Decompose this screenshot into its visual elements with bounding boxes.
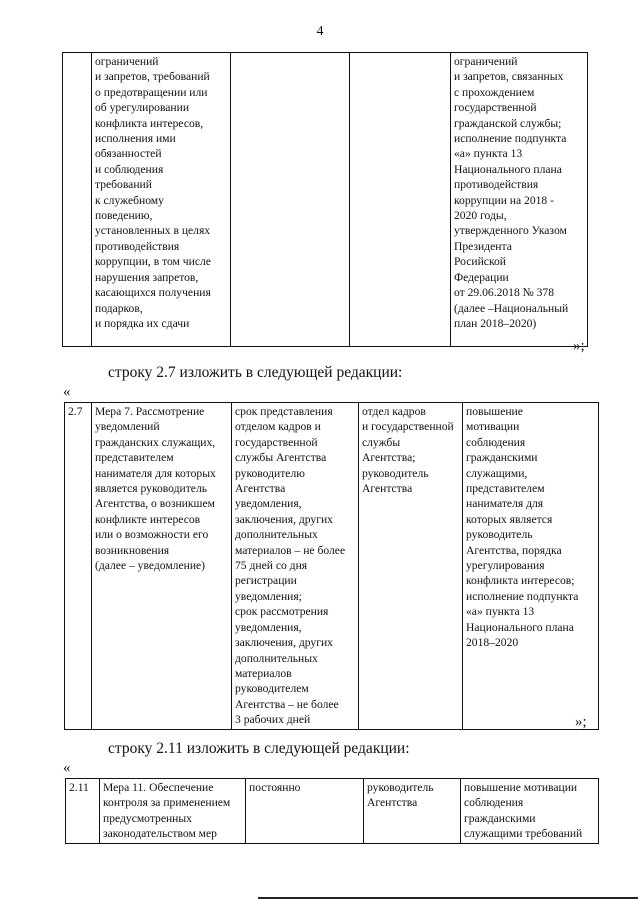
cell-deadline [246,779,364,844]
cell-text-line: гражданской службы; [454,116,562,130]
table-row [63,53,588,347]
opening-quote: « [63,384,71,400]
cell-text-line: является руководитель [95,482,208,496]
cell-text-line: Агентства – не более [235,697,339,711]
cell-text-line: Агентства; [362,451,416,465]
cell-text-line: руководителю [235,466,305,480]
cell-text-line: исполнение подпункта [466,589,579,603]
cell-text-line: государственной [235,435,318,449]
cell-text-line: отдел кадров [362,405,426,418]
cell-text-line: возникновения [95,543,170,557]
cell-text-line: исполнения ими [95,132,176,146]
cell-text-line: службы [362,435,401,449]
cell-text-line: Агентства [367,796,418,810]
scan-edge-line [258,897,638,899]
cell-text-line: служащими, [466,466,528,480]
cell-text-line: конфликта интересов; [466,574,575,588]
cell-text-line: нанимателя для [466,497,544,511]
cell-result [463,403,599,730]
cell-text-line: Национального плана [466,620,574,634]
cell-text-line: ограничений [95,55,159,68]
cell-text-line: коррупции, в том числе [95,255,211,269]
cell-text-line: Федерации [454,270,509,284]
cell-text-line: утвержденного Указом [454,224,567,238]
cell-text-line: конфликте интересов [95,512,201,526]
cell-text-line: уведомления, [235,497,302,511]
cell-text-line: гражданскими [466,451,538,465]
cell-text-line: представителем [466,482,545,496]
cell-text-line: законодательством мер [103,827,217,841]
cell-text-line: 2018–2020 [466,636,519,650]
cell-number: 2.11 [66,779,100,844]
cell-text-line: постоянно [249,781,301,794]
cell-measure [92,403,232,730]
cell-text-line: которых является [466,512,553,526]
cell-text-line: дополнительных [235,651,318,665]
cell-text-line: и запретов, требований [95,70,210,84]
cell-text-line: 3 рабочих дней [235,713,311,727]
cell-text-line: государственной [454,101,537,115]
measure-table-2-7 [64,402,599,730]
opening-quote: « [63,760,71,776]
cell-text-line: установленных в целях [95,224,211,238]
cell-text-line: обязанностей [95,147,162,161]
cell-measure [92,53,231,347]
cell-text-line: повышение [466,405,523,418]
cell-text-line: уведомлений [95,420,160,434]
cell-text-line: срок представления [235,405,333,418]
cell-text-line: дополнительных [235,528,318,542]
cell-text-line: требований [95,178,152,192]
cell-text-line: гражданских служащих, [95,435,216,449]
cell-text-line: Агентства [362,482,413,496]
cell-text-line: заключения, других [235,512,333,526]
cell-text-line: регистрации [235,574,297,588]
cell-text-line: Агентства [235,482,286,496]
closing-quote: »; [575,714,587,730]
cell-text-line: службы Агентства [235,451,327,465]
cell-text-line: (далее –Национальный [454,301,569,315]
cell-text-line: повышение мотивации [464,781,578,794]
cell-text-line: ограничений [454,55,518,68]
cell-text-line: и государственной [362,420,454,434]
cell-text-line: к служебному [95,193,164,207]
cell-responsible [359,403,463,730]
cell-text-line: 75 дней со дня [235,559,308,573]
cell-text-line: урегулирования [466,559,545,573]
cell-text-line: (далее – уведомление) [95,559,206,573]
cell-text-line: мотивации [466,420,520,434]
closing-quote: »; [573,338,585,354]
cell-text-line: Агентства, о возникшем [95,497,215,511]
cell-text-line: нарушения запретов, [95,270,199,284]
cell-text-line: материалов [235,666,292,680]
cell-text-line: срок рассмотрения [235,605,329,619]
cell-text-line: соблюдения [464,796,524,810]
cell-text-line: Росийской [454,255,506,269]
cell-text-line: Мера 7. Рассмотрение [95,405,205,418]
cell-text-line: и соблюдения [95,162,164,176]
cell-text-line: или о возможности его [95,528,209,542]
cell-text-line: уведомления; [235,589,302,603]
cell-text-line: Президента [454,239,512,253]
page-number: 4 [316,24,324,39]
cell-responsible [364,779,461,844]
amendment-directive: строку 2.11 изложить в следующей редакции: [108,740,410,757]
cell-text-line: касающихся получения [95,286,211,300]
cell-text-line: об урегулировании [95,101,190,115]
cell-text-line: заключения, других [235,636,333,650]
cell-measure [100,779,246,844]
cell-number: 2.7 [65,403,92,730]
cell-text-line: подарков, [95,301,143,315]
cell-text-line: руководитель [362,466,429,480]
amendment-directive: строку 2.7 изложить в следующей редакции: [108,364,403,381]
cell-text-line: противодействия [454,178,539,192]
cell-text-line: конфликта интересов, [95,116,204,130]
cell-text-line: «а» пункта 13 [466,605,535,619]
cell-number [63,53,92,347]
cell-text-line: Агентства, порядка [466,543,562,557]
cell-deadline [231,53,350,347]
cell-text-line: уведомления, [235,620,302,634]
cell-result [461,779,599,844]
cell-text-line: 2020 годы, [454,209,507,223]
cell-text-line: соблюдения [466,435,526,449]
cell-text-line: руководитель [466,528,533,542]
cell-text-line: с прохождением [454,85,535,99]
continuation-table [62,52,588,347]
cell-text-line: гражданскими [464,811,536,825]
cell-text-line: и порядка их сдачи [95,316,190,330]
cell-text-line: «а» пункта 13 [454,147,523,161]
cell-text-line: нанимателя для которых [95,466,216,480]
cell-text-line: представителем [95,451,174,465]
cell-text-line: служащими требований [464,827,583,841]
cell-text-line: руководителем [235,682,309,696]
cell-text-line: от 29.06.2018 № 378 [454,286,555,300]
cell-text-line: о предотвращении или [95,85,208,99]
cell-text-line: материалов – не более [235,543,346,557]
cell-text-line: руководитель [367,781,434,794]
cell-text-line: план 2018–2020) [454,316,537,330]
cell-text-line: исполнение подпункта [454,132,567,146]
measure-table-2-11 [65,778,599,844]
cell-text-line: контроля за применением [103,796,231,810]
cell-text-line: предусмотренных [103,811,192,825]
cell-responsible [350,53,451,347]
cell-deadline [232,403,359,730]
cell-result [451,53,588,347]
cell-text-line: противодействия [95,239,180,253]
cell-text-line: коррупции на 2018 - [454,193,554,207]
cell-text-line: и запретов, связанных [454,70,564,84]
cell-text-line: поведению, [95,209,153,223]
table-row [65,403,599,730]
cell-text-line: отделом кадров и [235,420,321,434]
cell-text-line: Национального плана [454,162,562,176]
cell-text-line: Мера 11. Обеспечение [103,781,214,794]
table-row [66,779,599,844]
